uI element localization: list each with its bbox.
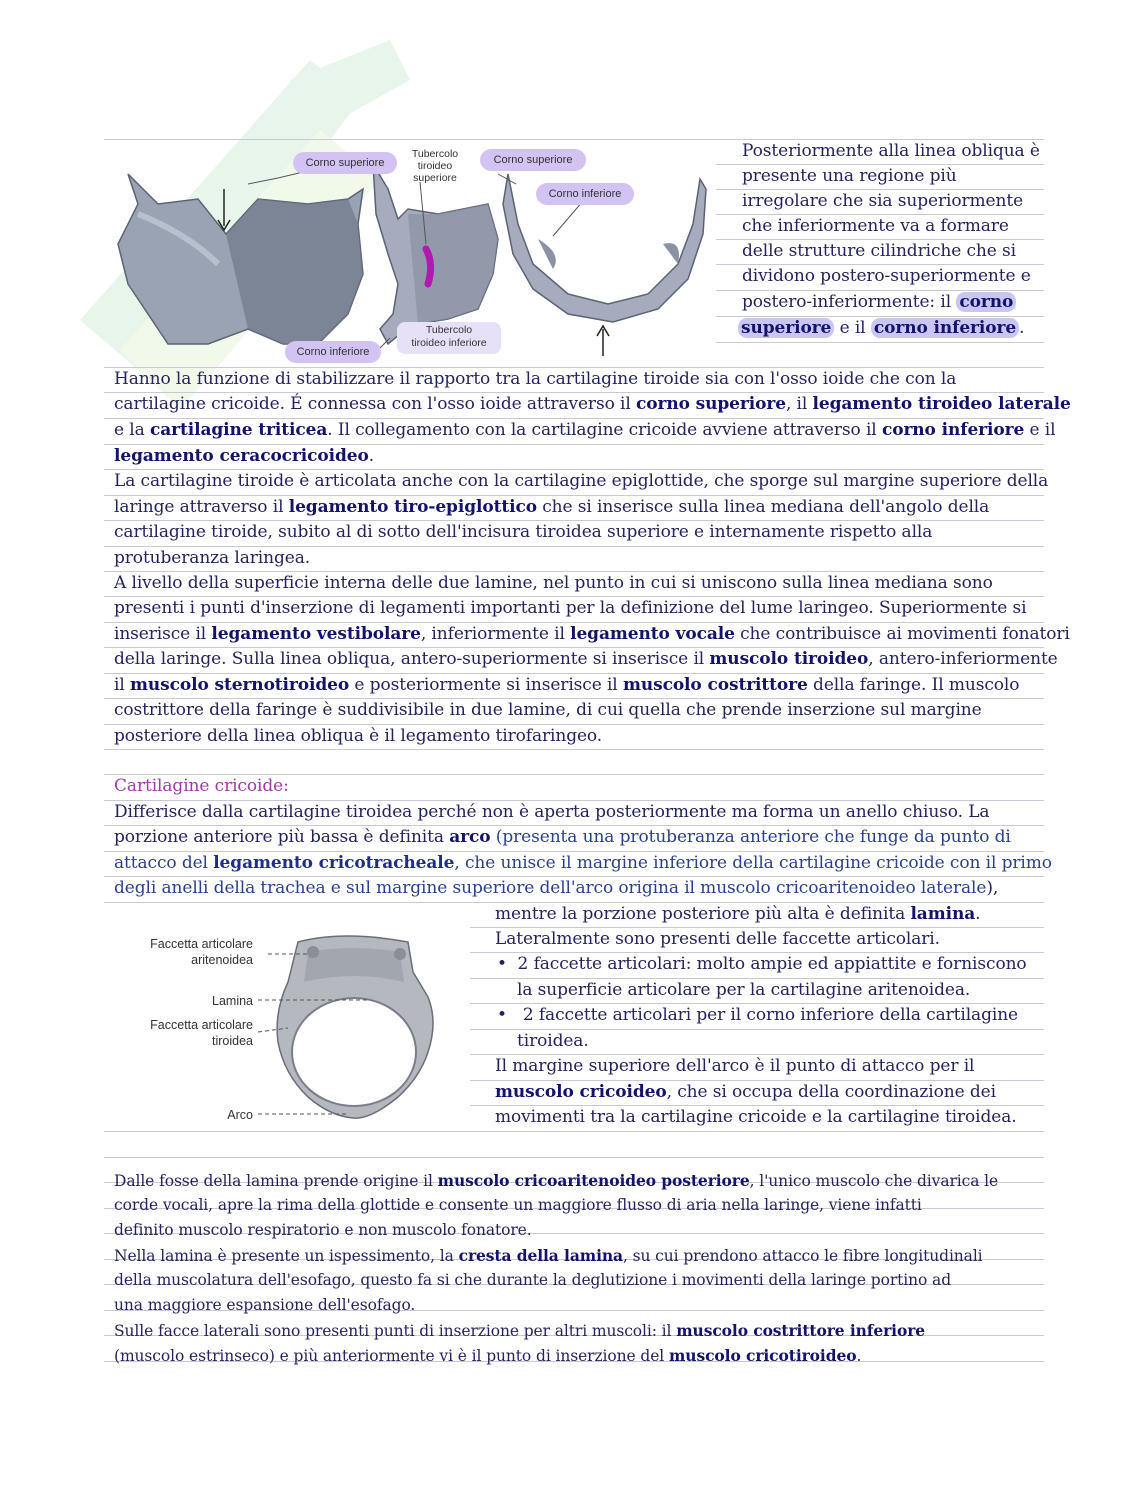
label-faccetta-tiroidea	[120, 1017, 253, 1049]
text-run: , il	[785, 394, 813, 414]
p3-line-2: presenti i punti d'inserzione di legamenti importanti per la definizione del lume laringeo. Superiormente si	[114, 598, 1027, 618]
text-run: 2 faccette articolari: molto ampie ed appiattite e forniscono	[517, 954, 1027, 974]
label-corno-superiore-right: Corno superiore	[480, 149, 586, 171]
text-run: della laringe. Sulla linea obliqua, antero-superiormente si inserisce il	[114, 649, 710, 669]
p7-line-2	[114, 1343, 861, 1369]
side-line-5: movimenti tra la cartilagine cricoide e la cartilagine tiroidea.	[495, 1107, 1017, 1127]
term: cresta della lamina	[458, 1246, 623, 1265]
label-tubercolo-superiore	[402, 148, 468, 184]
term: legamento ceracocricoideo	[114, 446, 369, 466]
label-corno-inferiore-right: Corno inferiore	[536, 183, 634, 205]
label-line: aritenoidea	[191, 953, 253, 967]
label-line: tiroidea	[212, 1034, 253, 1048]
term: muscolo sternotiroideo	[129, 675, 350, 695]
p5-line-2: corde vocali, apre la rima della glottide e consente un maggiore flusso di aria nella laringe, viene infatti	[114, 1196, 922, 1214]
p3-line-1: A livello della superficie interna delle due lamine, nel punto in cui si uniscono sulla linea mediana sono	[114, 573, 993, 593]
side-line-4	[495, 1080, 996, 1105]
p3-line-3	[114, 622, 1070, 647]
label-line: tiroideo	[417, 160, 453, 172]
term: arco	[449, 827, 491, 847]
label-corno-superiore-left: Corno superiore	[293, 152, 397, 174]
text-run: degli anelli della trachea e sul margine superiore dell'arco origina il muscolo cricoaritenoideo laterale	[114, 878, 987, 898]
term: muscolo cricoaritenoideo posteriore	[437, 1171, 750, 1190]
text-run: mentre la porzione posteriore più alta è definita	[495, 904, 911, 924]
text-run: Nella lamina è presente un ispessimento, la	[114, 1247, 459, 1265]
text-run: e la	[114, 420, 150, 440]
text-run: , inferiormente il	[420, 624, 571, 644]
label-line: tiroideo inferiore	[411, 337, 487, 349]
p2-line-1: La cartilagine tiroide è articolata anche con la cartilagine epiglottide, che sporge sul margine superiore della	[114, 471, 1049, 491]
term: legamento tiro-epiglottico	[288, 497, 537, 517]
text-run: .	[856, 1347, 862, 1365]
text-run: porzione anteriore più bassa è definita	[114, 827, 450, 847]
p1-line-3	[114, 418, 1055, 443]
side-line-2: Lateralmente sono presenti delle faccette articolari.	[495, 929, 940, 949]
thyroid-lateral-view	[373, 164, 498, 344]
bullet-2-cont: tiroidea.	[517, 1031, 589, 1051]
intro-line-8	[738, 316, 1024, 341]
text-run: che contribuisce ai movimenti fonatori	[734, 624, 1070, 644]
text-run: il	[114, 675, 130, 695]
intro-line-7	[742, 290, 1016, 315]
text-run: attacco del	[114, 853, 214, 873]
cricoid-lumen	[292, 998, 416, 1106]
text-run: 2 faccette articolari per il corno inferiore della cartilagine	[517, 1005, 1019, 1025]
bullet-dot: •	[497, 954, 507, 974]
text-run: Dalle fosse della lamina prende origine il	[114, 1172, 438, 1190]
p2-line-3: cartilagine tiroide, subito al di sotto dell'incisura tiroidea superiore e internamente rispetto alla	[114, 522, 933, 542]
text-run: , su cui prendono attacco le fibre longitudinali	[622, 1247, 983, 1265]
text-run: , che unisce il margine inferiore della cartilagine cricoide con il primo	[454, 853, 1052, 873]
text-run: (muscolo estrinseco) e più anteriormente vi è il punto di inserzione del	[114, 1347, 669, 1365]
p2-line-2	[114, 495, 989, 520]
intro-line-1: Posteriormente alla linea obliqua è	[742, 141, 1040, 161]
label-line: Tubercolo	[411, 148, 459, 160]
term: legamento cricotracheale	[213, 853, 455, 873]
label-line: Faccetta articolare	[150, 937, 253, 951]
text-run: che si inserisce sulla linea mediana dell'angolo della	[536, 497, 990, 517]
p6-line-2: della muscolatura dell'esofago, questo fa si che durante la deglutizione i movimenti della laringe portino ad	[114, 1271, 952, 1289]
term-corno-inferiore: corno inferiore	[871, 318, 1019, 338]
bullet-1	[497, 952, 1027, 977]
label-corno-inferiore-bottom: Corno inferiore	[285, 341, 381, 363]
text-run: , che si occupa della coordinazione dei	[666, 1082, 996, 1102]
term-superiore: superiore	[738, 318, 834, 338]
bullet-2	[497, 1003, 1018, 1028]
term: lamina	[910, 904, 976, 924]
term: legamento vocale	[570, 624, 735, 644]
term: muscolo costrittore inferiore	[676, 1321, 926, 1340]
term-corno: corno	[956, 292, 1016, 312]
term: legamento tiroideo laterale	[812, 394, 1071, 414]
text-run: , antero-inferiormente	[868, 649, 1058, 669]
text-run: e il	[1024, 420, 1056, 440]
p4-line-1: Differisce dalla cartilagine tiroidea perché non è aperta posteriormente ma forma un anello chiuso. La	[114, 802, 990, 822]
label-lamina: Lamina	[212, 994, 253, 1008]
p1-line-4	[114, 444, 374, 469]
p2-line-4: protuberanza laringea.	[114, 548, 311, 568]
text-run: della faringe. Il muscolo	[807, 675, 1020, 695]
label-line: Tubercolo	[425, 324, 473, 336]
intro-line-3: irregolare che sia superiormente	[742, 191, 1024, 211]
term: muscolo costrittore	[622, 675, 808, 695]
term: corno superiore	[636, 394, 786, 414]
intro-line-6: dividono postero-superiormente e	[742, 266, 1031, 286]
text-run: e posteriormente si inserisce il	[349, 675, 623, 695]
term: muscolo cricotiroideo	[669, 1346, 857, 1365]
p6-line-3: una maggiore espansione dell'esofago.	[114, 1296, 416, 1314]
p7-line-1	[114, 1318, 925, 1344]
p3-line-4	[114, 647, 1058, 672]
text-run: ),	[986, 878, 999, 898]
text-run: .	[1019, 318, 1025, 338]
text-run: . Il collegamento con la cartilagine cricoide avviene attraverso il	[327, 420, 882, 440]
p3-line-6: costrittore della faringe è suddivisibile in due lamine, di cui quella che prende inserzione sul margine	[114, 700, 982, 720]
p3-line-5	[114, 673, 1019, 698]
label-line: Faccetta articolare	[150, 1018, 253, 1032]
term: muscolo tiroideo	[709, 649, 869, 669]
label-faccetta-aritenoidea	[120, 936, 253, 968]
label-line: superiore	[413, 172, 457, 184]
term: muscolo cricoideo	[495, 1082, 667, 1102]
text-run: postero-inferiormente: il	[742, 292, 952, 312]
p5-line-1	[114, 1168, 998, 1194]
p1-line-1: Hanno la funzione di stabilizzare il rapporto tra la cartilagine tiroide sia con l'osso ioide che con la	[114, 369, 957, 389]
p6-line-1	[114, 1243, 983, 1269]
bullet-dot: •	[497, 1005, 507, 1025]
side-line-3: Il margine superiore dell'arco è il punto di attacco per il	[495, 1056, 975, 1076]
text-run: Sulle facce laterali sono presenti punti di inserzione per altri muscoli: il	[114, 1322, 677, 1340]
intro-line-2: presente una regione più	[742, 166, 957, 186]
term: legamento vestibolare	[211, 624, 421, 644]
intro-line-4: che inferiormente va a formare	[742, 216, 1009, 236]
p5-line-3: definito muscolo respiratorio e non muscolo fonatore.	[114, 1221, 532, 1239]
p4-line-2	[114, 825, 1011, 850]
p3-line-7: posteriore della linea obliqua è il legamento tirofaringeo.	[114, 726, 603, 746]
p4-line-4	[114, 876, 998, 901]
text-run: .	[975, 904, 981, 924]
text-run: laringe attraverso il	[114, 497, 289, 517]
term: corno inferiore	[881, 420, 1025, 440]
text-run: e il	[839, 318, 866, 338]
text-run: , l'unico muscolo che divarica le	[749, 1172, 999, 1190]
intro-line-5: delle strutture cilindriche che si	[742, 241, 1016, 261]
side-line-1	[495, 902, 980, 927]
text-run: .	[368, 446, 375, 466]
label-tubercolo-inferiore	[397, 322, 501, 354]
text-run: inserisce il	[114, 624, 212, 644]
bullet-1-cont: la superficie articolare per la cartilagine aritenoidea.	[517, 980, 971, 1000]
term: cartilagine triticea	[149, 420, 328, 440]
thyroid-front-view	[118, 174, 363, 344]
p1-line-2	[114, 392, 1071, 417]
text-run: cartilagine cricoide. É connessa con l'osso ioide attraverso il	[114, 394, 636, 414]
label-arco: Arco	[227, 1108, 253, 1122]
section-heading-cricoide: Cartilagine cricoide:	[114, 776, 289, 796]
text-run: (presenta una protuberanza anteriore che funge da punto di	[490, 827, 1011, 847]
p4-line-3	[114, 851, 1052, 876]
